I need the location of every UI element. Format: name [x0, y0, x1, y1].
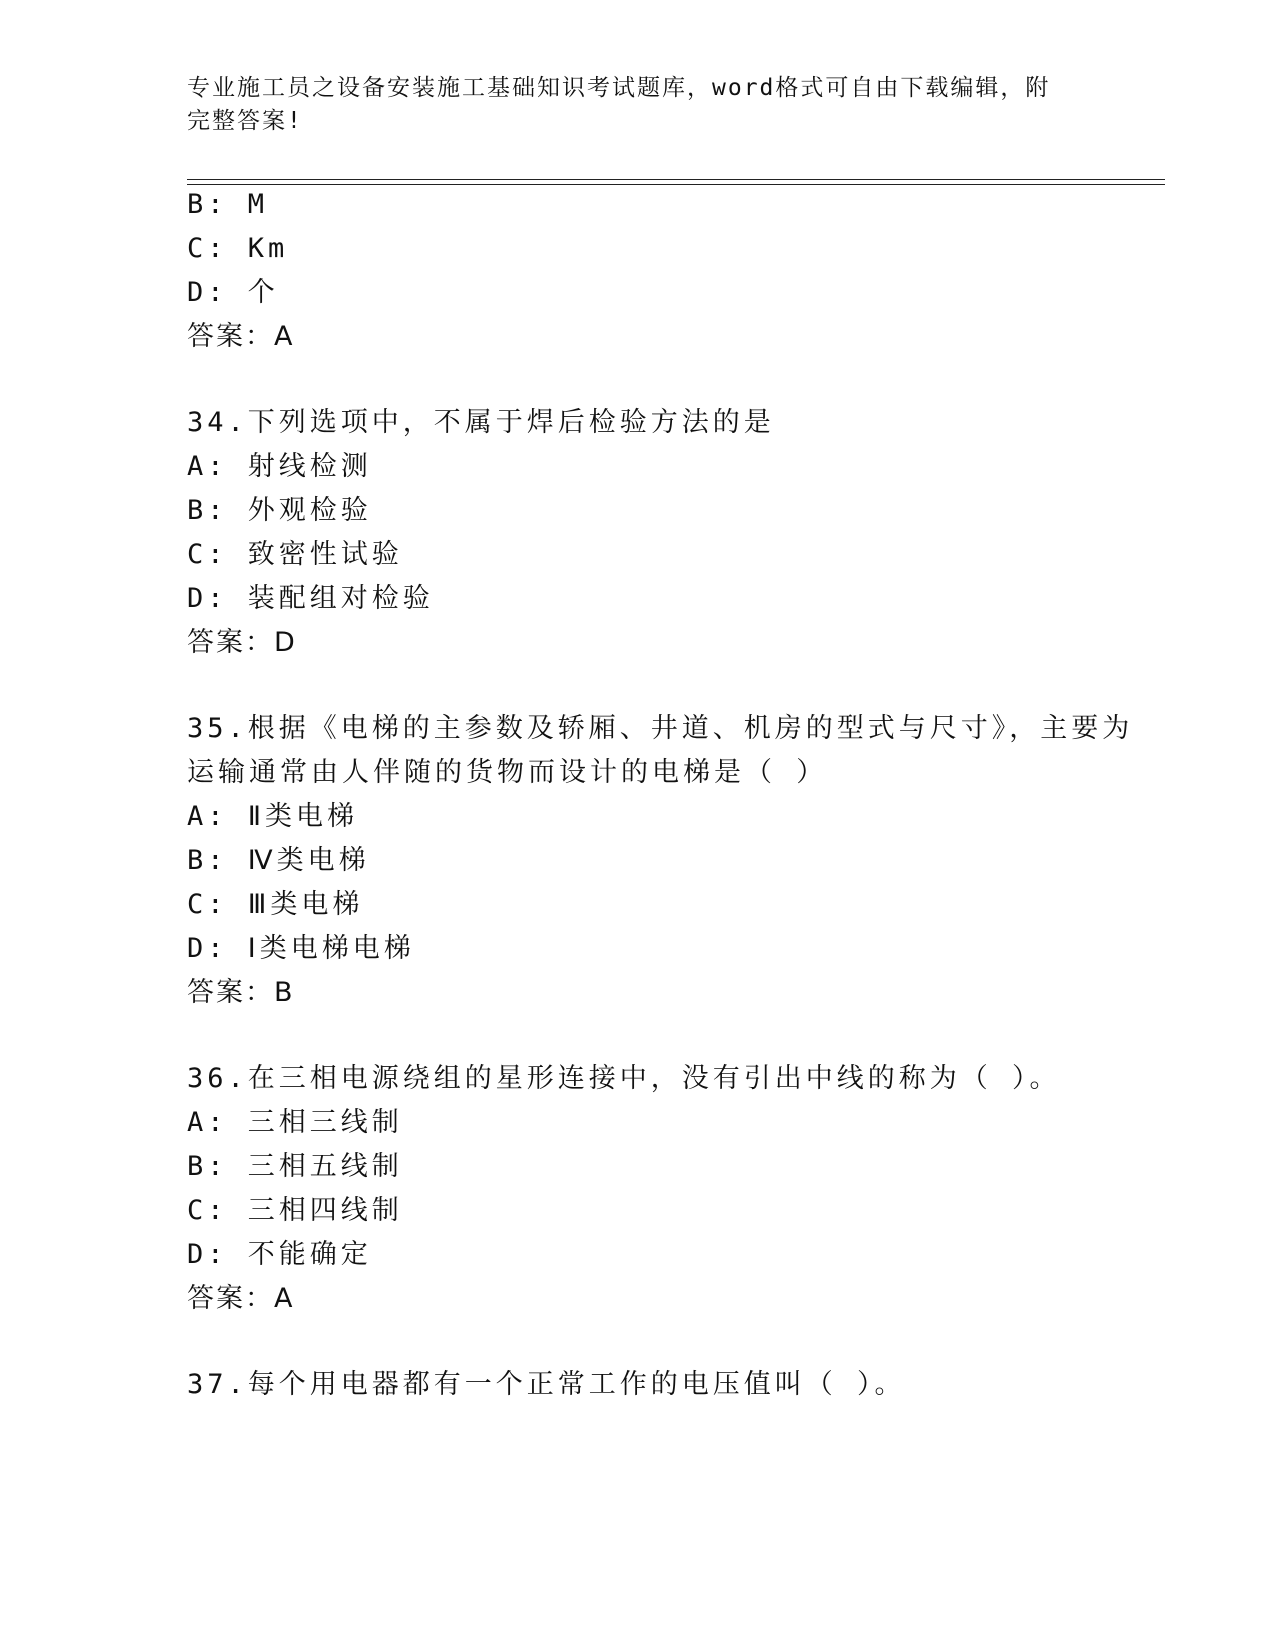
option-d: D: 个	[187, 277, 279, 308]
option-b: B: 三相五线制	[187, 1151, 403, 1182]
answer: 答案：B	[187, 977, 295, 1008]
answer: 答案：D	[187, 627, 297, 658]
question-stem: 37.每个用电器都有一个正常工作的电压值叫（ ）。	[187, 1369, 906, 1400]
option-a: A: 射线检测	[187, 451, 372, 482]
option-c: C: 三相四线制	[187, 1195, 403, 1226]
option-a: A: Ⅱ类电梯	[187, 801, 359, 832]
header-rule-top	[187, 179, 1165, 180]
option-d: D: 不能确定	[187, 1239, 372, 1270]
question-stem: 34.下列选项中，不属于焊后检验方法的是	[187, 407, 775, 438]
answer: 答案：A	[187, 321, 295, 352]
answer: 答案：A	[187, 1283, 295, 1314]
option-b: B: Ⅳ类电梯	[187, 845, 370, 876]
option-c: C: Ⅲ类电梯	[187, 889, 364, 920]
option-d: D: Ⅰ类电梯电梯	[187, 933, 415, 964]
option-a: A: 三相三线制	[187, 1107, 403, 1138]
option-c: C: Km	[187, 233, 289, 264]
option-b: B: 外观检验	[187, 495, 372, 526]
option-d: D: 装配组对检验	[187, 583, 434, 614]
document-header: 专业施工员之设备安装施工基础知识考试题库，word格式可自由下载编辑，附完整答案!	[187, 75, 1051, 134]
question-stem: 36.在三相电源绕组的星形连接中，没有引出中线的称为（ ）。	[187, 1063, 1061, 1094]
option-c: C: 致密性试验	[187, 539, 403, 570]
option-b: B: M	[187, 189, 269, 220]
question-stem: 35.根据《电梯的主参数及轿厢、井道、机房的型式与尺寸》，主要为	[187, 713, 1134, 744]
header-rule-bottom	[187, 184, 1165, 185]
question-stem-continued: 运输通常由人伴随的货物而设计的电梯是（ ）	[187, 757, 828, 788]
